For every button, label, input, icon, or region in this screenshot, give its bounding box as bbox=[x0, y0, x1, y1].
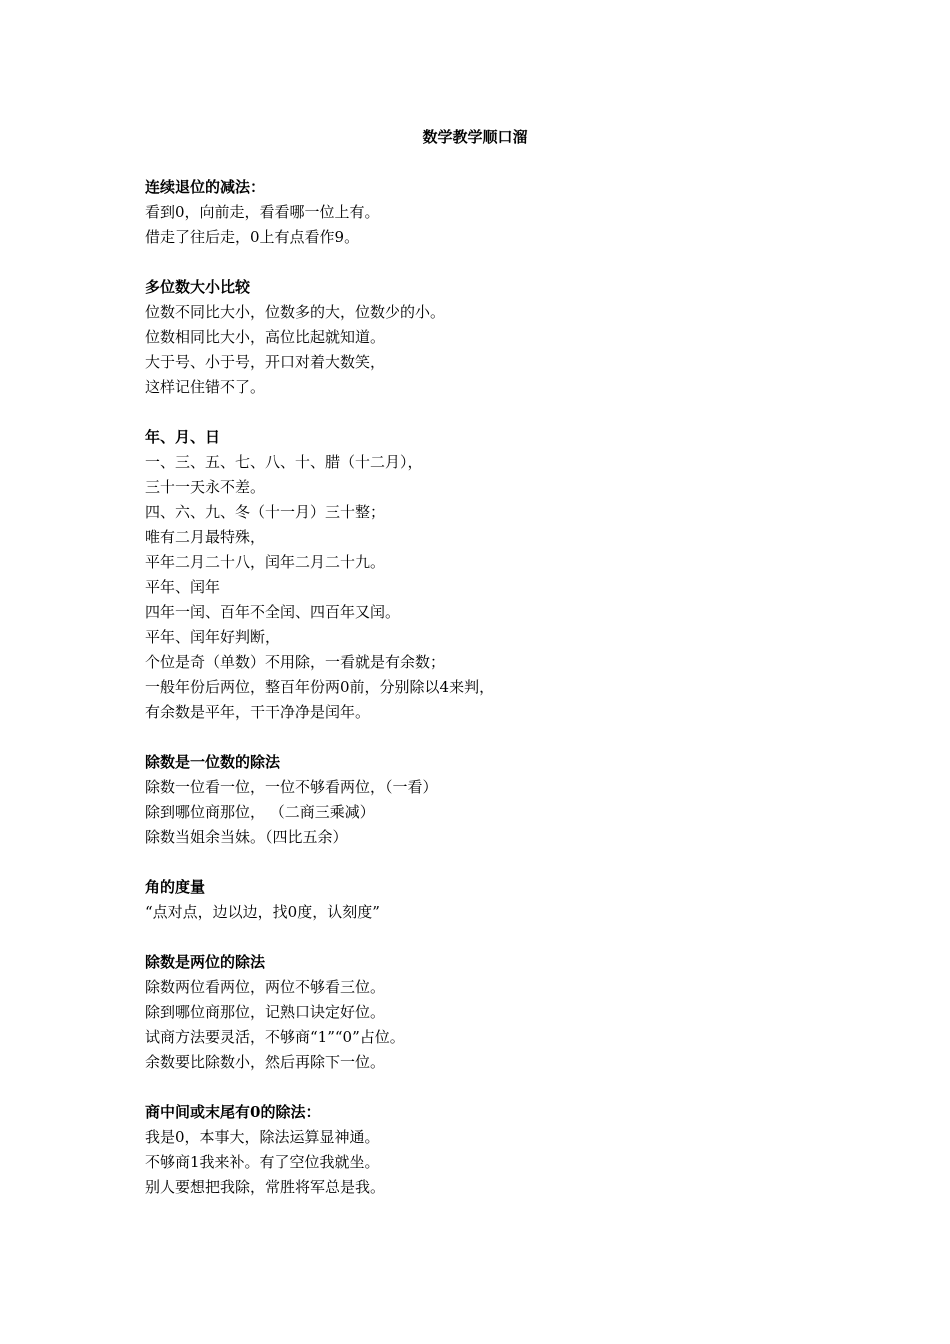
section-multi-digit-compare bbox=[145, 275, 845, 400]
verse-line: 唯有二月最特殊， bbox=[145, 528, 266, 546]
verse-line: 个位是奇（单数）不用除，一看就是有余数； bbox=[145, 653, 446, 671]
verse-line: 四年一闰、百年不全闰、四百年又闰。 bbox=[145, 603, 401, 621]
verse-line: 不够商1我来补。有了空位我就坐。 bbox=[145, 1153, 380, 1171]
verse-line: 别人要想把我除，常胜将军总是我。 bbox=[145, 1178, 386, 1196]
verse-line: 余数要比除数小，然后再除下一位。 bbox=[145, 1053, 386, 1071]
section-heading: 连续退位的减法： bbox=[145, 178, 266, 196]
verse-line: 借走了往后走，0上有点看作9。 bbox=[145, 228, 360, 246]
verse-line: 平年、闰年好判断， bbox=[145, 628, 281, 646]
document-body bbox=[145, 175, 845, 1225]
verse-line: 除到哪位商那位， （二商三乘减） bbox=[145, 803, 375, 821]
verse-line: 我是0，本事大，除法运算显神通。 bbox=[145, 1128, 380, 1146]
verse-line: 除数两位看两位，两位不够看三位。 bbox=[145, 978, 386, 996]
section-heading: 角的度量 bbox=[145, 878, 206, 896]
section-year-month-day bbox=[145, 425, 845, 725]
verse-line: 除数当姐余当妹。（四比五余） bbox=[145, 828, 348, 846]
section-zero-in-quotient bbox=[145, 1100, 845, 1200]
verse-line: 有余数是平年，干干净净是闰年。 bbox=[145, 703, 371, 721]
section-angle-measurement bbox=[145, 875, 845, 925]
verse-line: 试商方法要灵活，不够商“1”“0”占位。 bbox=[145, 1028, 405, 1046]
section-heading: 商中间或末尾有0的除法： bbox=[145, 1103, 321, 1121]
section-heading: 年、月、日 bbox=[145, 428, 221, 446]
verse-line: 平年、闰年 bbox=[145, 578, 221, 596]
verse-line: 除到哪位商那位，记熟口诀定好位。 bbox=[145, 1003, 386, 1021]
verse-line: 位数相同比大小，高位比起就知道。 bbox=[145, 328, 386, 346]
verse-line: 三十一天永不差。 bbox=[145, 478, 266, 496]
verse-line: “点对点，边以边，找0度，认刻度” bbox=[145, 903, 380, 921]
section-consecutive-borrow-subtraction bbox=[145, 175, 845, 250]
verse-line: 这样记住错不了。 bbox=[145, 378, 266, 396]
verse-line: 看到0，向前走，看看哪一位上有。 bbox=[145, 203, 380, 221]
section-heading: 除数是一位数的除法 bbox=[145, 753, 281, 771]
verse-line: 大于号、小于号，开口对着大数笑， bbox=[145, 353, 386, 371]
verse-line: 一般年份后两位，整百年份两0前，分别除以4来判， bbox=[145, 678, 495, 696]
section-heading: 多位数大小比较 bbox=[145, 278, 251, 296]
section-heading: 除数是两位的除法 bbox=[145, 953, 266, 971]
verse-line: 位数不同比大小，位数多的大，位数少的小。 bbox=[145, 303, 446, 321]
verse-line: 平年二月二十八，闰年二月二十九。 bbox=[145, 553, 386, 571]
section-two-digit-divisor bbox=[145, 950, 845, 1075]
section-single-digit-divisor bbox=[145, 750, 845, 850]
verse-line: 一、三、五、七、八、十、腊（十二月）， bbox=[145, 453, 423, 471]
verse-line: 四、六、九、冬（十一月）三十整； bbox=[145, 503, 386, 521]
document-title: 数学教学顺口溜 bbox=[422, 128, 528, 146]
verse-line: 除数一位看一位，一位不够看两位，（一看） bbox=[145, 778, 438, 796]
